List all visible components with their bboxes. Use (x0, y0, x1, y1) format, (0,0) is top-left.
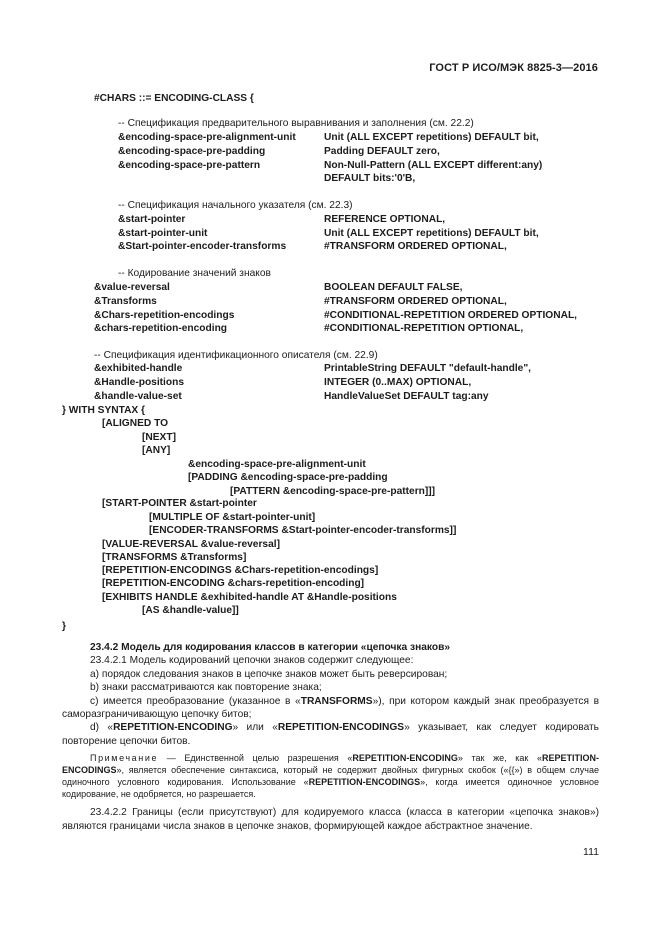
code-line: #CHARS ::= ENCODING-CLASS { (94, 93, 254, 104)
code-line-definition: BOOLEAN DEFAULT FALSE, (324, 282, 463, 293)
code-line: &chars-repetition-encoding (94, 323, 228, 334)
item-a: а) порядок следования знаков в цепочке знаков может быть реверсирован; (90, 668, 448, 680)
code-line-definition: INTEGER (0..MAX) OPTIONAL, (324, 377, 472, 388)
code-line: } WITH SYNTAX { (62, 405, 146, 416)
code-line-definition: DEFAULT bits:'0'B, (324, 173, 416, 184)
code-line-definition: Padding DEFAULT zero, (324, 146, 440, 157)
code-line: [AS &handle-value]] (142, 605, 239, 616)
code-line: &encoding-space-pre-padding (118, 146, 266, 157)
code-line-definition: Unit (ALL EXCEPT repetitions) DEFAULT bit, (324, 228, 539, 239)
code-line-definition: HandleValueSet DEFAULT tag:any (324, 391, 489, 402)
code-line: [ENCODER-TRANSFORMS &Start-pointer-encoder-transforms]] (149, 525, 457, 536)
code-line-definition: #TRANSFORM ORDERED OPTIONAL, (324, 296, 507, 307)
code-line: &encoding-space-pre-pattern (118, 160, 261, 171)
code-line: &handle-value-set (94, 391, 182, 402)
code-line: &encoding-space-pre-alignment-unit (118, 132, 296, 143)
code-line: [ALIGNED TO (102, 418, 169, 429)
paragraph-23-4-2-2: 23.4.2.2 Границы (если присутствуют) для кодируемого класса (класса в категории «цепочка знаков») являются границами числа знаков в цепочке знаков, формирующей каждое абстрактное значение. (62, 807, 599, 832)
code-line: -- Кодирование значений знаков (118, 268, 271, 279)
code-line-definition: #CONDITIONAL-REPETITION ORDERED OPTIONAL, (324, 310, 577, 321)
code-line: [NEXT] (142, 432, 176, 443)
code-line: &start-pointer-unit (118, 228, 208, 239)
code-line: -- Спецификация идентификационного описателя (см. 22.9) (94, 350, 378, 361)
item-d: d) «REPETITION-ENCODING» или «REPETITION-ENCODINGS» указывает, как следует кодировать повторение цепочки битов. (62, 722, 599, 747)
code-line: &Chars-repetition-encodings (94, 310, 235, 321)
code-line-definition: PrintableString DEFAULT "default-handle", (324, 363, 532, 374)
code-line: [VALUE-REVERSAL &value-reversal] (102, 539, 280, 550)
code-line-definition: Unit (ALL EXCEPT repetitions) DEFAULT bit, (324, 132, 539, 143)
code-line: -- Спецификация начального указателя (см. 22.3) (118, 200, 353, 211)
note: Примечание — Единственной целью разрешения «REPETITION-ENCODING» так же, как «REPETITION-ENCODINGS», является обеспечение синтаксиса, который не содержит двойных фигурных скобок («{{») в общем случае одиночного условного кодирования. Использование «REPETITION-ENCODINGS», когда имеется одиночное условное кодирование, не одобряется, но разрешается. (62, 753, 599, 800)
code-line: &Transforms (94, 296, 157, 307)
code-line: [TRANSFORMS &Transforms] (102, 552, 247, 563)
code-line: &start-pointer (118, 214, 186, 225)
note-label: Примечание (90, 753, 159, 764)
section-heading: 23.4.2 Модель для кодирования классов в категории «цепочка знаков» (90, 642, 451, 653)
code-line-definition: #TRANSFORM ORDERED OPTIONAL, (324, 241, 507, 252)
section-23-4-2 (62, 641, 599, 833)
code-line-definition: Non-Null-Pattern (ALL EXCEPT different:any) (324, 160, 543, 171)
code-line: [MULTIPLE OF &start-pointer-unit] (149, 512, 316, 523)
code-line: [REPETITION-ENCODING &chars-repetition-encoding] (102, 578, 365, 589)
code-line: [ANY] (142, 445, 171, 456)
page-number: 111 (583, 846, 599, 858)
code-line: &Start-pointer-encoder-transforms (118, 241, 287, 252)
paragraph-23-4-2-1: 23.4.2.1 Модель кодирований цепочки знаков содержит следующее: (90, 655, 414, 667)
code-line-definition: #CONDITIONAL-REPETITION OPTIONAL, (324, 323, 524, 334)
code-line: &value-reversal (94, 282, 170, 293)
code-line: [REPETITION-ENCODINGS &Chars-repetition-encodings] (102, 565, 379, 576)
code-line: [START-POINTER &start-pointer (102, 498, 257, 509)
code-line-definition: REFERENCE OPTIONAL, (324, 214, 446, 225)
code-line: &exhibited-handle (94, 363, 183, 374)
item-b: b) знаки рассматриваются как повторение знака; (90, 682, 322, 694)
code-line: &encoding-space-pre-alignment-unit (188, 459, 366, 470)
code-line: [EXHIBITS HANDLE &exhibited-handle AT &Handle-positions (102, 592, 397, 603)
code-line: [PATTERN &encoding-space-pre-pattern]]] (230, 486, 436, 497)
code-line: -- Спецификация предварительного выравнивания и заполнения (см. 22.2) (118, 118, 474, 129)
item-c: с) имеется преобразование (указанное в «TRANSFORMS»), при котором каждый знак преобразуется в саморазграничивающую цепочку битов; (62, 695, 599, 721)
code-line: } (62, 621, 66, 632)
code-line: &Handle-positions (94, 377, 184, 388)
code-line: [PADDING &encoding-space-pre-padding (188, 472, 388, 483)
page-header: ГОСТ Р ИСО/МЭК 8825-3—2016 (429, 62, 598, 74)
